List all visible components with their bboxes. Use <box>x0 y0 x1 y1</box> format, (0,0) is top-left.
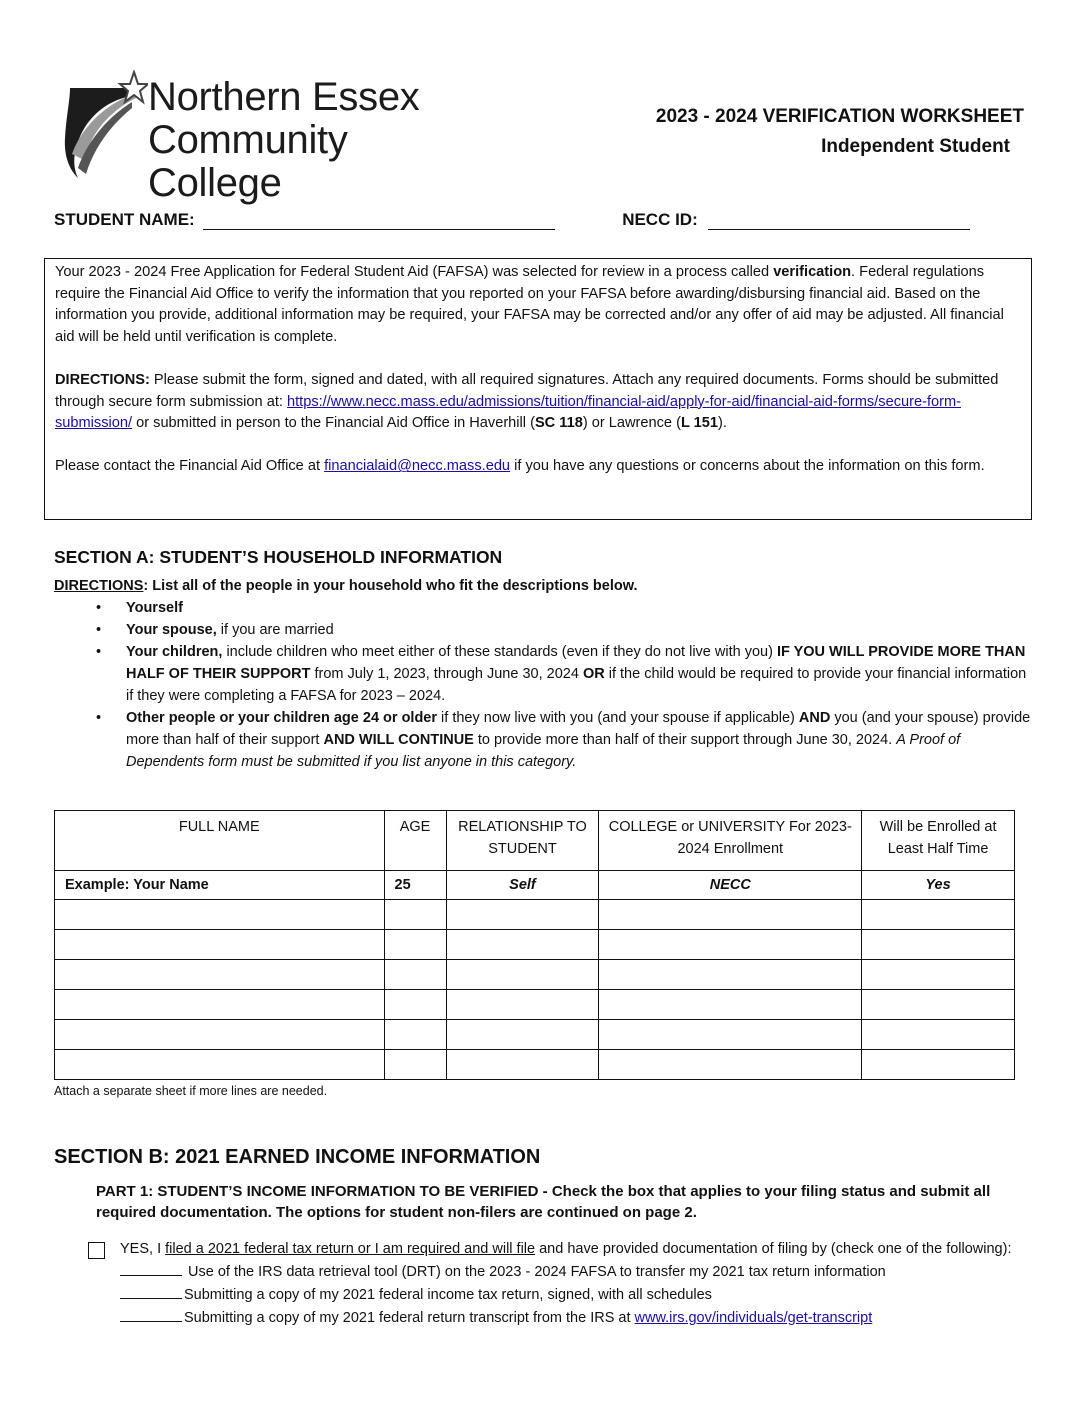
name-cell[interactable] <box>55 900 385 930</box>
name-cell[interactable] <box>55 1050 385 1080</box>
option-transcript: Submitting a copy of my 2021 federal return transcript from the IRS at www.irs.gov/individuals/get-transcript <box>120 1306 1030 1329</box>
list-item: • Yourself <box>126 597 1034 619</box>
header-college: COLLEGE or UNIVERSITY For 2023-2024 Enrollment <box>599 811 862 871</box>
secure-form-link[interactable]: https://www.necc.mass.edu/admissions/tuition/financial-aid/apply-for-aid/financial-aid-forms/secure-form-submission/ <box>55 393 961 432</box>
list-item: • Other people or your children age 24 or older if they now live with you (and your spouse if applicable) AND you (and your spouse) provide more than half of their support AND WILL CONTINUE to provide more than half of their support through June 30, 2024. A Proof of Dependents form must be submitted if you list anyone in this category. <box>126 707 1034 773</box>
option-tax-return-blank[interactable] <box>120 1283 182 1299</box>
yes-filed-option <box>120 1238 1030 1329</box>
table-row <box>55 1050 1015 1080</box>
section-b-title: SECTION B: 2021 EARNED INCOME INFORMATION <box>54 1146 541 1168</box>
example-age: 25 <box>384 871 446 900</box>
option-transcript-blank[interactable] <box>120 1306 182 1322</box>
college-cell[interactable] <box>599 900 862 930</box>
relationship-cell[interactable] <box>446 990 599 1020</box>
household-table <box>54 810 1015 1080</box>
intro-box <box>44 258 1032 520</box>
part1-instructions: PART 1: STUDENT’S INCOME INFORMATION TO BE VERIFIED - Check the box that applies to your filing status and submit all required documentation. The options for student non-filers are continued on page 2. <box>96 1183 991 1221</box>
name-cell[interactable] <box>55 930 385 960</box>
section-a-title: SECTION A: STUDENT’S HOUSEHOLD INFORMATION <box>54 547 503 567</box>
name-cell[interactable] <box>55 990 385 1020</box>
table-row <box>55 1020 1015 1050</box>
contact-paragraph: Please contact the Financial Aid Office at financialaid@necc.mass.edu if you have any questions or concerns about the information on this form. <box>55 458 985 475</box>
age-cell[interactable] <box>384 960 446 990</box>
enrollment-cell[interactable] <box>862 1050 1015 1080</box>
header-age: AGE <box>384 811 446 871</box>
necc-id-field[interactable] <box>708 229 970 230</box>
option-drt-blank[interactable] <box>120 1260 182 1276</box>
header-relationship: RELATIONSHIP TO STUDENT <box>446 811 599 871</box>
necc-id-label: NECC ID: <box>622 210 698 229</box>
example-row <box>55 871 1015 900</box>
table-row <box>55 960 1015 990</box>
relationship-cell[interactable] <box>446 900 599 930</box>
enrollment-cell[interactable] <box>862 930 1015 960</box>
college-name <box>148 76 422 205</box>
example-name: Example: Your Name <box>55 871 385 900</box>
age-cell[interactable] <box>384 1020 446 1050</box>
student-name-field[interactable] <box>203 229 555 230</box>
student-name-label: STUDENT NAME: <box>54 210 195 229</box>
section-a-directions <box>54 575 1034 773</box>
table-header-row <box>55 811 1015 871</box>
age-cell[interactable] <box>384 930 446 960</box>
yes-filed-checkbox[interactable] <box>88 1242 105 1259</box>
enrollment-cell[interactable] <box>862 1020 1015 1050</box>
college-cell[interactable] <box>599 1020 862 1050</box>
relationship-cell[interactable] <box>446 1050 599 1080</box>
header-full-name: FULL NAME <box>55 811 385 871</box>
name-cell[interactable] <box>55 1020 385 1050</box>
table-row <box>55 930 1015 960</box>
household-criteria-list <box>54 597 1034 773</box>
shooting-star-icon <box>62 70 148 180</box>
age-cell[interactable] <box>384 990 446 1020</box>
example-enrollment: Yes <box>862 871 1015 900</box>
worksheet-title: 2023 - 2024 VERIFICATION WORKSHEET <box>655 106 1024 127</box>
relationship-cell[interactable] <box>446 960 599 990</box>
college-cell[interactable] <box>599 990 862 1020</box>
enrollment-cell[interactable] <box>862 960 1015 990</box>
intro-paragraph: Your 2023 - 2024 Free Application for Federal Student Aid (FAFSA) was selected for review in a process called verification. Federal regulations require the Financial Aid Office to verify the information that you reported on your FAFSA before awarding/disbursing financial aid. Based on the information you provide, additional information may be required, your FAFSA may be corrected and/or any offer of aid may be adjusted. All financial aid will be held until verification is complete. <box>55 264 1004 345</box>
option-drt: Use of the IRS data retrieval tool (DRT) on the 2023 - 2024 FAFSA to transfer my 2021 tax return information <box>120 1260 1030 1283</box>
header-enrollment: Will be Enrolled at Least Half Time <box>862 811 1015 871</box>
college-cell[interactable] <box>599 930 862 960</box>
yes-filed-text: YES, I filed a 2021 federal tax return or I am required and will file and have provided documentation of filing by (check one of the following): <box>120 1241 1012 1257</box>
financial-aid-email-link[interactable]: financialaid@necc.mass.edu <box>324 458 511 475</box>
college-name-line1: Northern Essex <box>148 75 420 119</box>
college-cell[interactable] <box>599 1050 862 1080</box>
list-item: • Your children, include children who meet either of these standards (even if they do not live with you) IF YOU WILL PROVIDE MORE THAN HALF OF THEIR SUPPORT from July 1, 2023, through June 30, 2024 OR if the child would be required to provide your financial information if they were completing a FAFSA for 2023 – 2024. <box>126 641 1034 707</box>
document-title <box>656 102 1024 162</box>
enrollment-cell[interactable] <box>862 990 1015 1020</box>
college-name-line2: Community College <box>148 118 348 205</box>
section-a-directions-line: DIRECTIONS: List all of the people in your household who fit the descriptions below. <box>54 578 638 594</box>
relationship-cell[interactable] <box>446 930 599 960</box>
table-row <box>55 900 1015 930</box>
option-tax-return: Submitting a copy of my 2021 federal income tax return, signed, with all schedules <box>120 1283 1030 1306</box>
example-college: NECC <box>599 871 862 900</box>
student-info-row <box>54 210 970 230</box>
college-logo <box>62 70 422 205</box>
attach-sheet-note: Attach a separate sheet if more lines are needed. <box>54 1084 328 1098</box>
relationship-cell[interactable] <box>446 1020 599 1050</box>
age-cell[interactable] <box>384 900 446 930</box>
irs-transcript-link[interactable]: www.irs.gov/individuals/get-transcript <box>634 1310 873 1326</box>
age-cell[interactable] <box>384 1050 446 1080</box>
example-relationship: Self <box>446 871 599 900</box>
directions-paragraph: DIRECTIONS: Please submit the form, signed and dated, with all required signatures. Attach any required documents. Forms should be submitted through secure form submission at: https://www.necc.mass.edu/admissions/tuition/financial-aid/apply-for-aid/financial-aid-forms/secure-form-submission/ or submitted in person to the Financial Aid Office in Haverhill (SC 118) or Lawrence (L 151). <box>55 371 999 432</box>
table-row <box>55 990 1015 1020</box>
list-item: • Your spouse, if you are married <box>126 619 1034 641</box>
worksheet-subtitle: Independent Student <box>821 136 1010 157</box>
enrollment-cell[interactable] <box>862 900 1015 930</box>
name-cell[interactable] <box>55 960 385 990</box>
college-cell[interactable] <box>599 960 862 990</box>
